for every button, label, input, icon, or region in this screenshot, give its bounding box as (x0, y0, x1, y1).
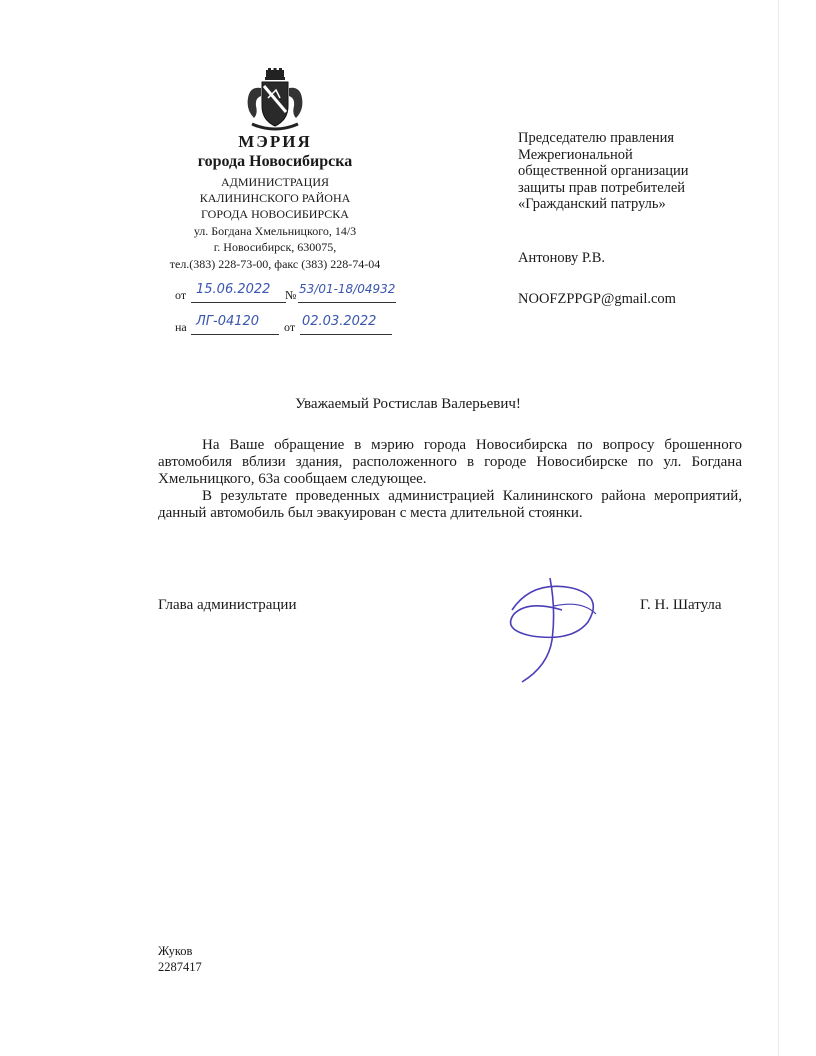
header-postal: г. Новосибирск, 630075, (213, 240, 337, 254)
handwritten-signature (492, 570, 622, 690)
header-city: города Новосибирска (197, 153, 353, 170)
coat-of-arms-emblem (242, 68, 308, 132)
addressee-line: Межрегиональной (518, 146, 633, 163)
signatory-name: Г. Н. Шатула (640, 597, 722, 613)
letter-body (158, 437, 742, 522)
executor-phone: 2287417 (158, 960, 202, 974)
header-admin-line2: КАЛИНИНСКОГО РАЙОНА (199, 191, 351, 205)
addressee-block (518, 130, 689, 213)
ref-from-label: от (175, 288, 187, 302)
header-phones: тел.(383) 228-73-00, факс (383) 228-74-04 (169, 257, 381, 271)
paragraph-1: На Ваше обращение в мэрию города Новосибирска по вопросу брошенного автомобиля вблизи здания, расположенного в городе Новосибирске по ул. Богдана Хмельницкого, 63а сообщаем следующее. (158, 437, 742, 487)
addressee-email: NOOFZPPGP@gmail.com (518, 291, 676, 307)
reply-from-label: от (284, 320, 296, 334)
ref-number-label: № (285, 288, 297, 302)
ref-number-handwritten: 53/01-18/04932 (299, 282, 396, 296)
executor-block (158, 943, 202, 975)
reply-number-handwritten: ЛГ-04120 (196, 314, 260, 329)
paragraph-2: В результате проведенных администрацией Калининского района мероприятий, данный автомобиль был эвакуирован с места длительной стоянки. (158, 488, 742, 521)
addressee-name: Антонову Р.В. (518, 250, 606, 266)
signatory-title: Глава администрации (158, 597, 297, 613)
header-admin-line1: АДМИНИСТРАЦИЯ (221, 175, 329, 189)
addressee-line: «Гражданский патруль» (518, 196, 666, 212)
ref-date-line (191, 302, 286, 303)
reply-date-handwritten: 02.03.2022 (302, 314, 377, 329)
executor-name: Жуков (158, 944, 193, 958)
addressee-line: защиты прав потребителей (518, 179, 686, 196)
salutation: Уважаемый Ростислав Валерьевич! (295, 396, 521, 412)
reply-date-line (300, 334, 392, 335)
addressee-line: Председателю правления (518, 130, 675, 146)
reply-to-label: на (175, 320, 187, 334)
header-street: ул. Богдана Хмельницкого, 14/3 (193, 224, 357, 238)
header-admin-line3: ГОРОДА НОВОСИБИРСКА (201, 207, 349, 221)
page-edge-shadow (778, 0, 779, 1056)
reply-number-line (191, 334, 279, 335)
ref-number-line (298, 302, 396, 303)
ref-date-handwritten: 15.06.2022 (196, 282, 271, 297)
header-office: МЭРИЯ (238, 132, 312, 151)
addressee-line: общественной организации (518, 163, 689, 179)
